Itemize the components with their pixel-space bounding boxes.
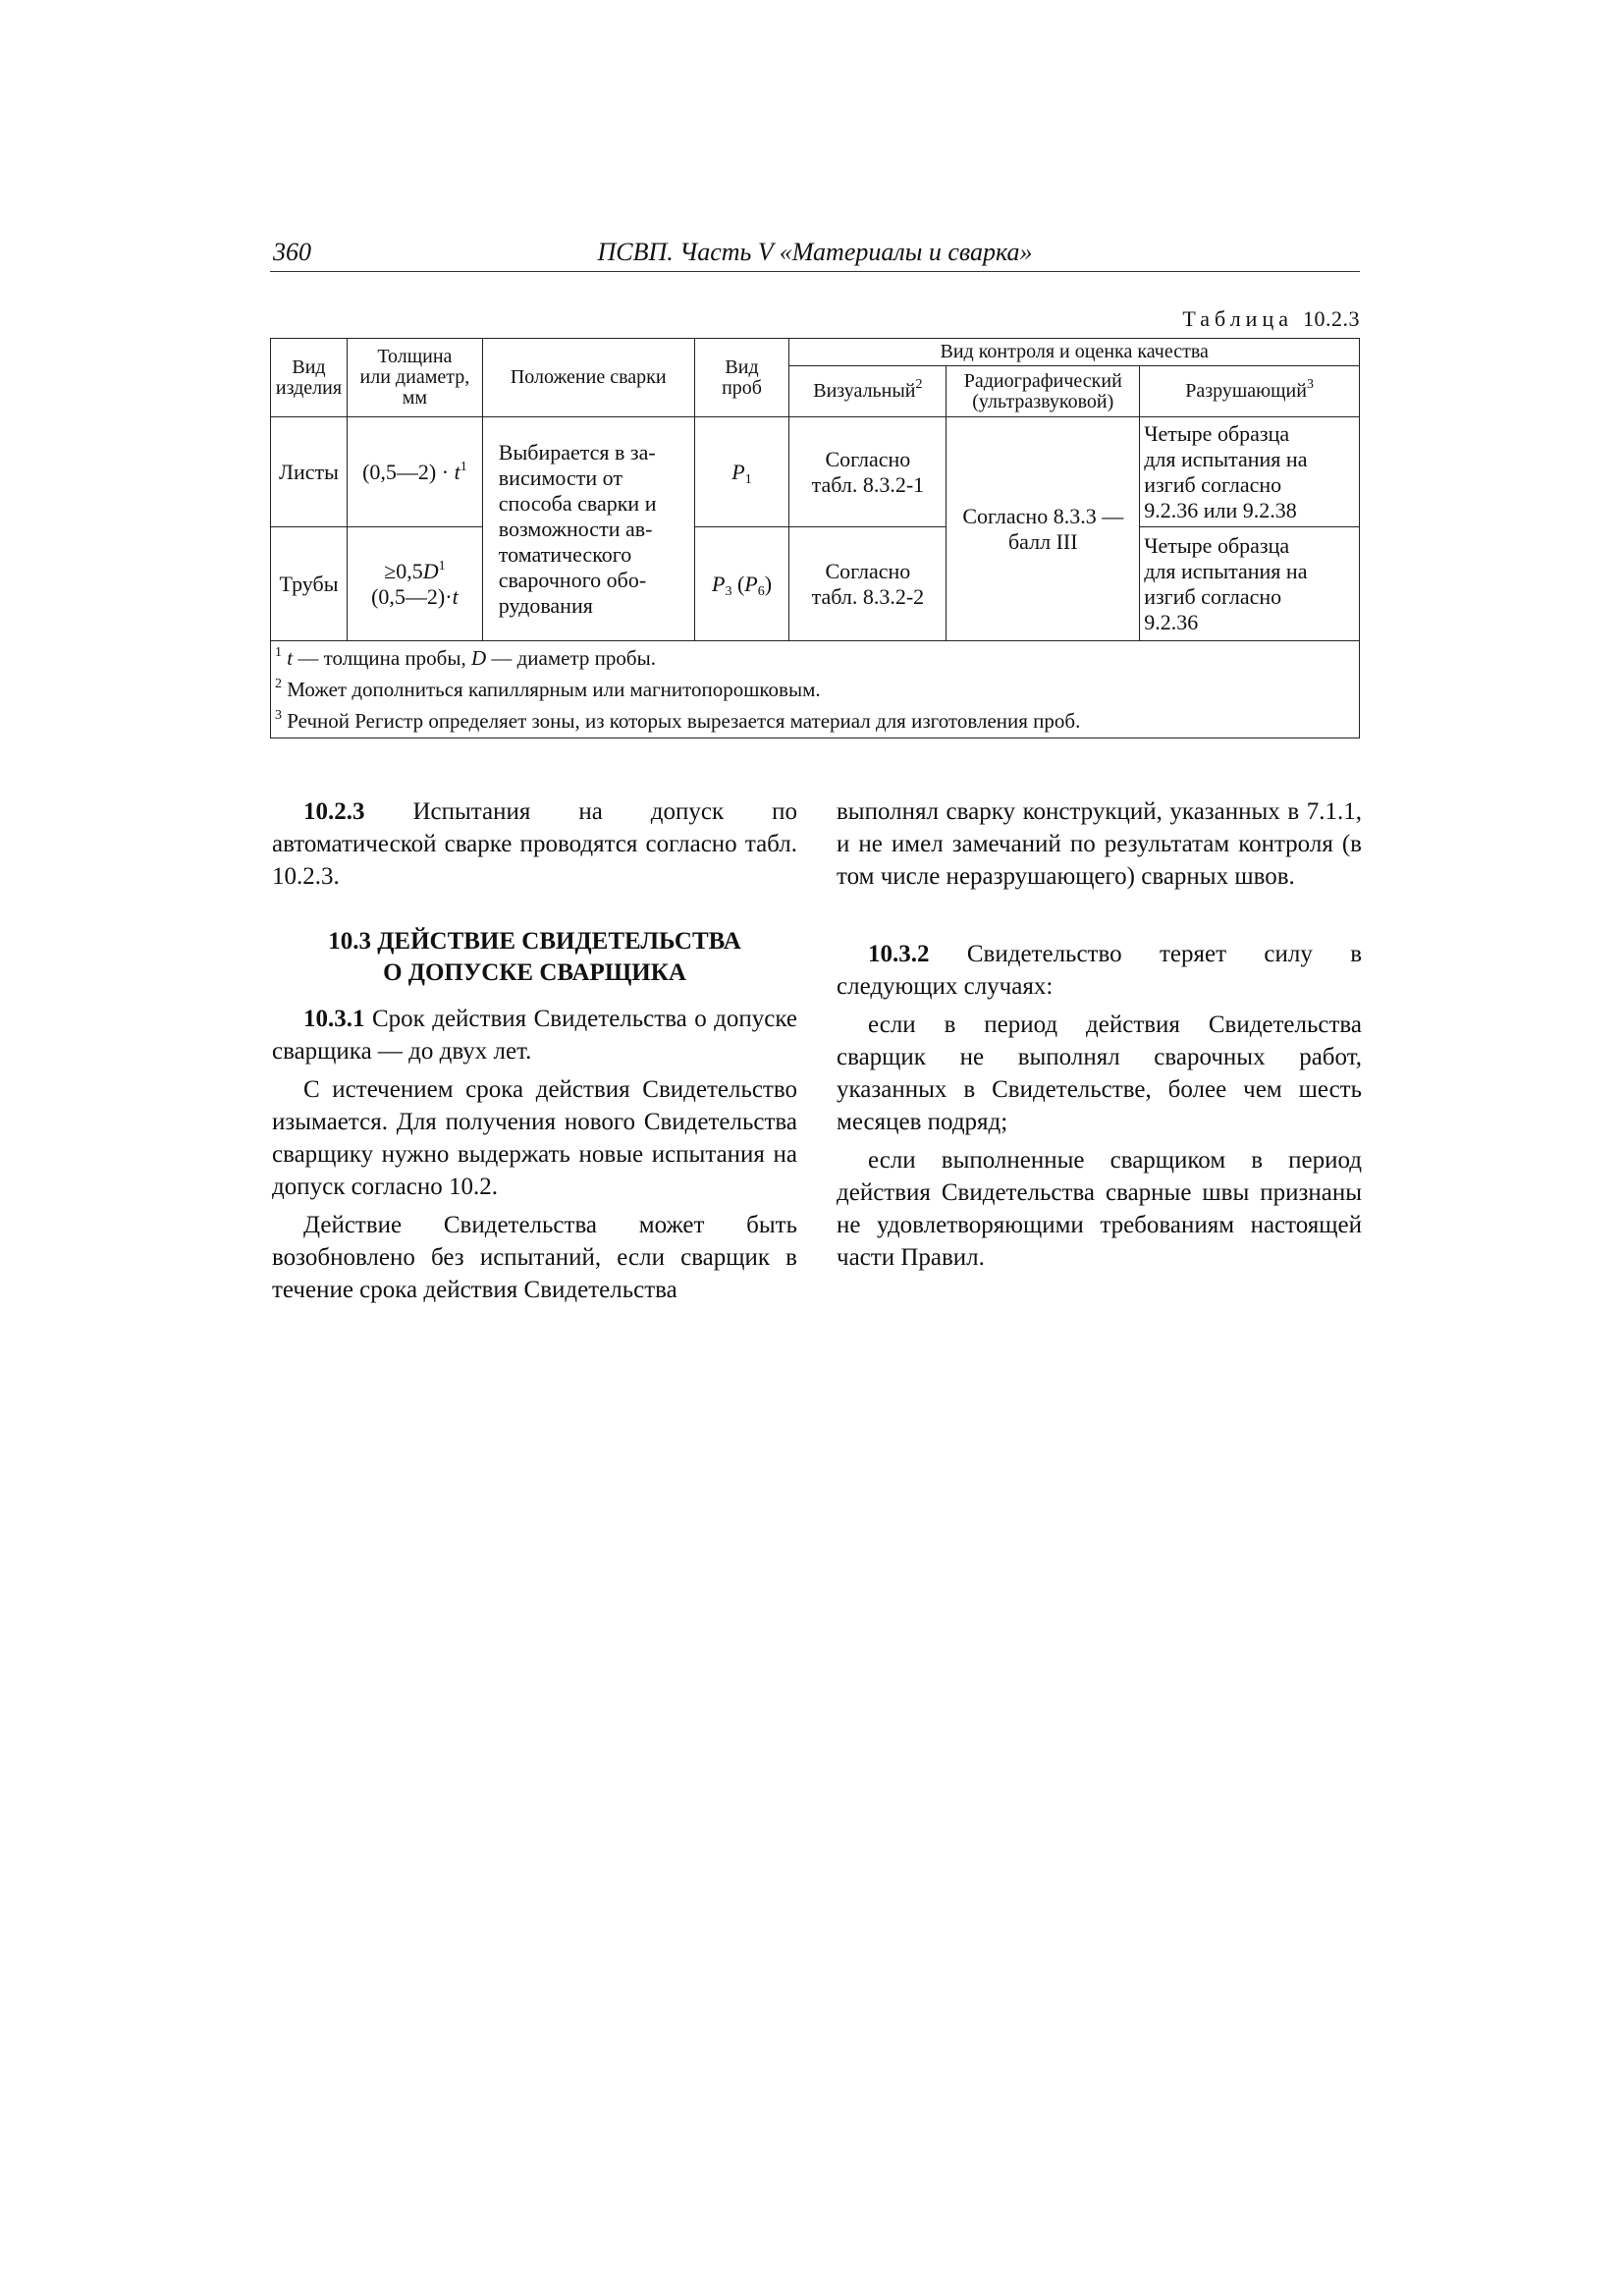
left-column bbox=[272, 795, 797, 1312]
table-row bbox=[271, 417, 1360, 527]
cell-thickness-sheets: (0,5—2) · $t^1$ bbox=[347, 417, 482, 527]
footnote-2: $^2$ Может дополниться капиллярным или магнитопорошковым. bbox=[275, 677, 821, 701]
paragraph-renewal: Действие Свидетельства может быть возобновлено без испытаний, если сварщик в течение срока действия Свидетельства bbox=[272, 1212, 797, 1303]
header-weld-position: Положение сварки bbox=[482, 339, 694, 417]
table-caption bbox=[1182, 306, 1360, 332]
header-control-type: Вид контроля и оценка качества bbox=[789, 339, 1360, 366]
paragraph-expiry: С истечением срока действия Свидетельство изымается. Для получения нового Свидетельства сварщику нужно выдержать новые испытания на допуск согласно 10.2. bbox=[272, 1076, 797, 1200]
footnote-1: $^1$ t — толщина пробы, D — диаметр пробы. bbox=[275, 645, 656, 670]
paragraph-continued: выполнял сварку конструкций, указанных в 7.1.1, и не имел замечаний по результатам контроля (в том числе неразрушающего) сварных швов. bbox=[837, 798, 1362, 890]
header-destructive: Разрушающий$^3$ bbox=[1140, 366, 1360, 417]
header-specimen-type: Вид проб bbox=[694, 339, 789, 417]
running-header bbox=[270, 236, 1360, 272]
header-visual: Визуальный$^2$ bbox=[789, 366, 947, 417]
weld-test-table bbox=[270, 338, 1360, 738]
cell-specimen-sheets: $P_1$ bbox=[694, 417, 789, 527]
cell-specimen-pipes: $P_3$ $(P_6)$ bbox=[694, 527, 789, 641]
paragraph-case-1: если в период действия Свидетельства сварщик не выполнял сварочных работ, указанных в Свидетельстве, более чем шесть месяцев подряд; bbox=[837, 1011, 1362, 1135]
cell-product-pipes: Трубы bbox=[271, 527, 348, 641]
cell-destructive-sheets: Четыре образца для испытания на изгиб согласно 9.2.36 или 9.2.38 bbox=[1140, 417, 1360, 527]
table-caption-word: Таблица bbox=[1182, 306, 1293, 331]
table-notes-row bbox=[271, 641, 1360, 738]
cell-weld-position: Выбирается в за- висимости от способа сварки и возможности ав- томатического сварочного обо- рудования bbox=[482, 417, 694, 641]
table-row bbox=[271, 527, 1360, 641]
page-number: 360 bbox=[273, 238, 311, 266]
cell-thickness-pipes: $\ge 0,5D^1$ (0,5—2)·t bbox=[347, 527, 482, 641]
cell-visual-sheets: Согласно табл. 8.3.2-1 bbox=[789, 417, 947, 527]
cell-destructive-pipes: Четыре образца для испытания на изгиб согласно 9.2.36 bbox=[1140, 527, 1360, 641]
cell-radiographic: Согласно 8.3.3 — балл III bbox=[947, 417, 1140, 641]
cell-visual-pipes: Согласно табл. 8.3.2-2 bbox=[789, 527, 947, 641]
paragraph-10-3-2: 10.3.2 Свидетельство теряет силу в следующих случаях: bbox=[837, 941, 1362, 1000]
table-footnotes bbox=[271, 641, 1360, 738]
running-title: ПСВП. Часть V «Материалы и сварка» bbox=[597, 238, 1033, 266]
section-heading: 10.3 ДЕЙСТВИЕ СВИДЕТЕЛЬСТВА О ДОПУСКЕ СВАРЩИКА bbox=[328, 928, 741, 986]
cell-product-sheets: Листы bbox=[271, 417, 348, 527]
header-product-type: Вид изделия bbox=[271, 339, 348, 417]
footnote-3: $^3$ Речной Регистр определяет зоны, из которых вырезается материал для изготовления проб. bbox=[275, 708, 1081, 733]
table-caption-number: 10.2.3 bbox=[1303, 306, 1360, 331]
paragraph-10-3-1: 10.3.1 Срок действия Свидетельства о допуске сварщика — до двух лет. bbox=[272, 1006, 797, 1065]
right-column bbox=[837, 795, 1362, 1280]
header-radiographic: Радиографический (ультразвуковой) bbox=[947, 366, 1140, 417]
paragraph-10-2-3: 10.2.3 Испытания на допуск по автоматической сварке проводятся согласно табл. 10.2.3. bbox=[272, 798, 797, 890]
header-thickness: Толщина или диаметр, мм bbox=[347, 339, 482, 417]
paragraph-case-2: если выполненные сварщиком в период действия Свидетельства сварные швы признаны не удовлетворяющими требованиям настоящей части Правил. bbox=[837, 1147, 1362, 1271]
